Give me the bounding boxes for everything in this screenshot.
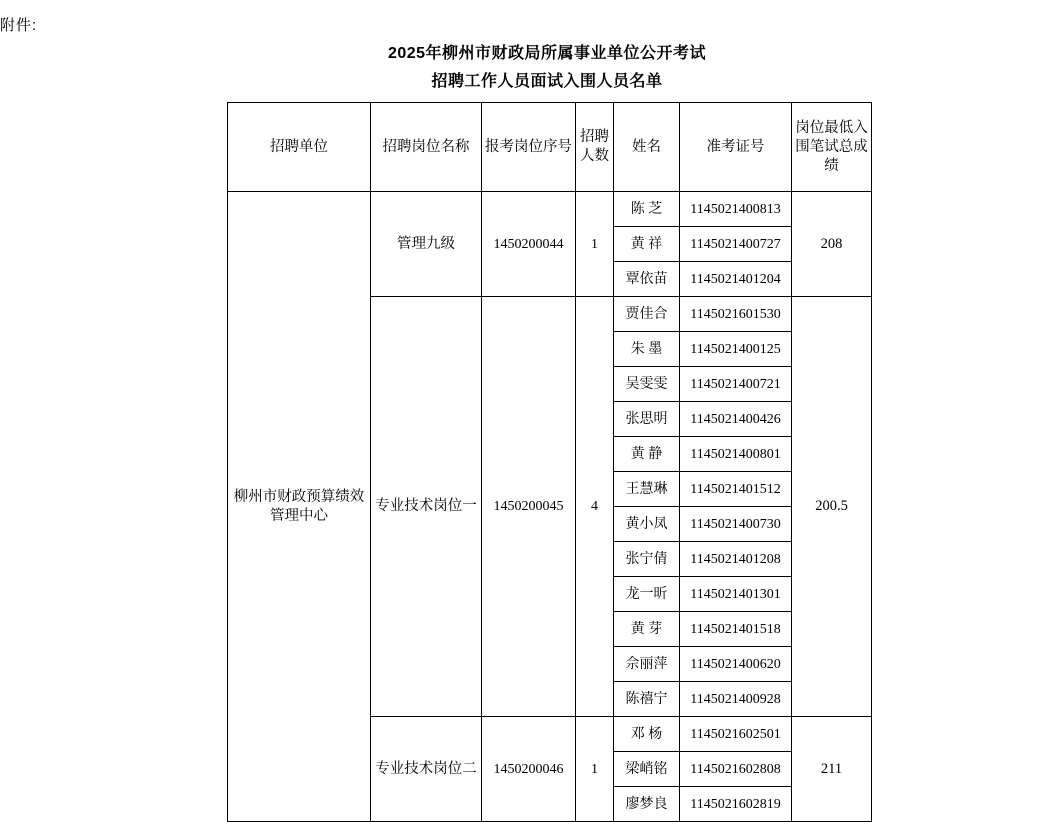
cell-exam-number: 1145021401208 <box>680 542 792 577</box>
shortlist-table <box>227 102 872 822</box>
cell-headcount: 4 <box>576 297 614 717</box>
cell-headcount: 1 <box>576 717 614 822</box>
cell-exam-number: 1145021400813 <box>680 192 792 227</box>
cell-candidate-name: 龙一昕 <box>614 577 680 612</box>
cell-exam-number: 1145021400426 <box>680 402 792 437</box>
cell-exam-number: 1145021601530 <box>680 297 792 332</box>
cell-exam-number: 1145021400125 <box>680 332 792 367</box>
cell-candidate-name: 贾佳合 <box>614 297 680 332</box>
title-line-1: 2025年柳州市财政局所属事业单位公开考试 <box>387 45 707 62</box>
cell-exam-number: 1145021400928 <box>680 682 792 717</box>
cell-exam-number: 1145021400721 <box>680 367 792 402</box>
header-name: 姓名 <box>614 103 680 192</box>
header-exam-no: 准考证号 <box>680 103 792 192</box>
header-min-score: 岗位最低入围笔试总成绩 <box>792 103 872 192</box>
cell-candidate-name: 梁峭铭 <box>614 752 680 787</box>
cell-exam-number: 1145021401301 <box>680 577 792 612</box>
cell-headcount: 1 <box>576 192 614 297</box>
cell-post-code: 1450200046 <box>482 717 576 822</box>
cell-exam-number: 1145021401512 <box>680 472 792 507</box>
cell-post-name: 管理九级 <box>371 192 482 297</box>
cell-candidate-name: 黄 静 <box>614 437 680 472</box>
cell-exam-number: 1145021602501 <box>680 717 792 752</box>
cell-candidate-name: 张宁倩 <box>614 542 680 577</box>
cell-candidate-name: 朱 墨 <box>614 332 680 367</box>
cell-candidate-name: 黄 祥 <box>614 227 680 262</box>
cell-post-code: 1450200045 <box>482 297 576 717</box>
cell-candidate-name: 黄 芽 <box>614 612 680 647</box>
cell-candidate-name: 廖梦良 <box>614 787 680 822</box>
cell-exam-number: 1145021602808 <box>680 752 792 787</box>
cell-exam-number: 1145021401204 <box>680 262 792 297</box>
title-line-2: 招聘工作人员面试入围人员名单 <box>431 73 663 90</box>
cell-exam-number: 1145021400727 <box>680 227 792 262</box>
cell-exam-number: 1145021400801 <box>680 437 792 472</box>
cell-post-name: 专业技术岗位一 <box>371 297 482 717</box>
header-unit: 招聘单位 <box>228 103 371 192</box>
cell-candidate-name: 陈 芝 <box>614 192 680 227</box>
attachment-label: 附件: <box>0 17 38 34</box>
cell-candidate-name: 覃依苗 <box>614 262 680 297</box>
cell-candidate-name: 邓 杨 <box>614 717 680 752</box>
cell-exam-number: 1145021401518 <box>680 612 792 647</box>
cell-exam-number: 1145021400620 <box>680 647 792 682</box>
cell-exam-number: 1145021400730 <box>680 507 792 542</box>
header-post: 招聘岗位名称 <box>371 103 482 192</box>
cell-candidate-name: 吴雯雯 <box>614 367 680 402</box>
cell-min-score: 200.5 <box>792 297 872 717</box>
table-body <box>228 192 872 822</box>
cell-candidate-name: 张思明 <box>614 402 680 437</box>
header-code: 报考岗位序号 <box>482 103 576 192</box>
cell-exam-number: 1145021602819 <box>680 787 792 822</box>
document-title <box>227 40 867 96</box>
cell-candidate-name: 陈禧宁 <box>614 682 680 717</box>
cell-candidate-name: 佘丽萍 <box>614 647 680 682</box>
cell-candidate-name: 王慧琳 <box>614 472 680 507</box>
header-headcount: 招聘人数 <box>576 103 614 192</box>
cell-min-score: 208 <box>792 192 872 297</box>
cell-post-code: 1450200044 <box>482 192 576 297</box>
cell-unit: 柳州市财政预算绩效管理中心 <box>228 192 371 822</box>
table-row <box>228 192 872 227</box>
cell-min-score: 211 <box>792 717 872 822</box>
cell-post-name: 专业技术岗位二 <box>371 717 482 822</box>
cell-candidate-name: 黄小凤 <box>614 507 680 542</box>
table-header-row <box>228 103 872 192</box>
